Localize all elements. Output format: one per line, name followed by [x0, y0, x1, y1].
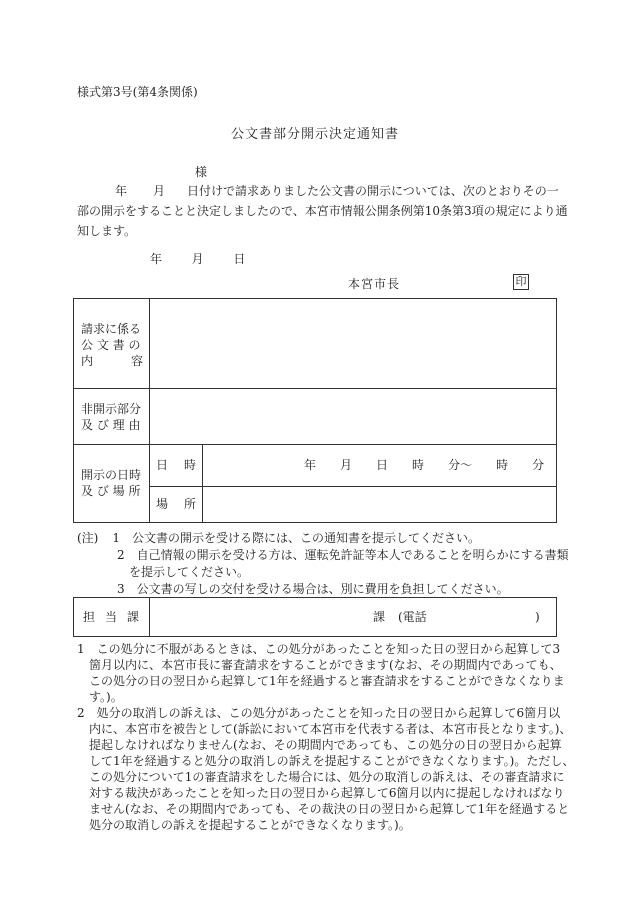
request-month-label: 月: [153, 184, 166, 198]
note-item: 3 公文書の写しの交付を受ける場合は、別に費用を負担してください。: [117, 582, 509, 596]
disclosure-table: [73, 298, 557, 523]
note-item: を提示してください。: [117, 565, 250, 579]
rights-line: 処分の取消しの訴えを提起することができなくなります。)。: [77, 818, 411, 832]
notice-paragraph: [77, 181, 568, 241]
place-label: 場 所: [156, 497, 196, 511]
form-number: 様式第3号(第4条関係): [77, 85, 198, 99]
issue-month: 月: [191, 252, 204, 266]
disclosure-datetime-fields: 年 月 日 時 分〜 時 分: [304, 458, 545, 472]
contact-phone-close: ): [535, 610, 540, 624]
notice-line-2: 部の開示をすることと決定しましたので、本宮市情報公開条例第10条第3項の規定により通: [77, 204, 568, 218]
document-title: 公文書部分開示決定通知書: [230, 127, 399, 142]
contact-section: 課: [373, 610, 386, 624]
rights-line: 対する裁決があったことを知った日の翌日から起算して6箇月以内に提起しなければなり: [77, 786, 565, 800]
notice-line-1: [77, 181, 557, 201]
rights-line: す。)。: [77, 690, 123, 704]
rights-line: この処分について1の審査請求をした場合には、処分の取消しの訴えは、その審査請求に: [77, 770, 565, 784]
non-disclosure-label: 非開示部分 及 び 理 由: [81, 402, 142, 432]
contact-label: 担 当 課: [83, 610, 139, 624]
rights-line: この処分の日の翌日から起算して1年を経過すると審査請求をすることができなくなりま: [77, 674, 565, 688]
contact-table: [73, 597, 557, 637]
issue-date: [150, 250, 245, 267]
addressee-suffix: 様: [195, 165, 208, 179]
rights-line: ません(なお、その期間内であっても、その裁決の日の翌日から起算して1年を経過すると: [77, 802, 570, 816]
rights-line: 2 処分の取消しの訴えは、この処分があったことを知った日の翌日から起算して6箇月以: [77, 706, 561, 720]
request-year-label: 年: [115, 184, 128, 198]
contact-phone-open: (電話: [398, 610, 427, 624]
datetime-label: 日 時: [156, 458, 196, 472]
rights-line: 箇月以内に、本宮市長に審査請求をすることができます(なお、その期間内であっても、: [77, 658, 562, 672]
table-divider: [149, 598, 150, 636]
note-item: 2 自己情報の開示を受ける方は、運転免許証等本人であることを明らかにする書類: [117, 548, 569, 562]
rights-line: 内に、本宮市を被告として(訴訟において本宮市を代表する者は、本宮市長となります。)、: [77, 722, 572, 736]
seal-mark: 印: [513, 274, 529, 290]
rights-line: 提起しなければなりません(なお、その期間内であっても、この処分の日の翌日から起算: [77, 738, 562, 752]
disclosure-time-place-label: 開示の日時 及 び 場 所: [81, 468, 142, 498]
table-divider: [202, 444, 203, 522]
table-divider: [149, 486, 556, 487]
note-item: (注) 1 公文書の開示を受ける際には、この通知書を提示してください。: [77, 531, 481, 545]
request-content-label: 請求に係る 公 文 書 の 内 容: [81, 322, 143, 368]
notice-line-3: 知します。: [77, 224, 137, 238]
notes-section: [77, 530, 569, 598]
table-divider: [74, 388, 556, 389]
issue-year: 年: [150, 252, 163, 266]
table-divider: [74, 444, 556, 445]
table-divider: [149, 299, 150, 522]
rights-line: して1年を経過すると処分の取消しの訴えを提起することができなくなります。)。ただし、: [77, 754, 575, 768]
appeal-rights-notice: [77, 641, 575, 833]
issue-day: 日: [233, 252, 246, 266]
issuer-name: 本宮市長: [348, 277, 401, 291]
rights-line: 1 この処分に不服があるときは、この処分があったことを知った日の翌日から起算して3: [77, 642, 561, 656]
notice-line-1-text: 日付けで請求ありました公文書の開示については、次のとおりその一: [187, 184, 559, 198]
